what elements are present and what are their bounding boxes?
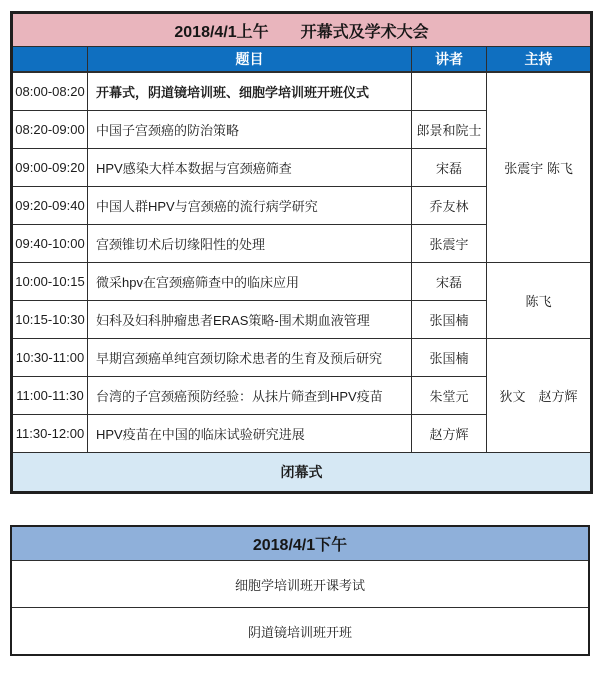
closing-row — [12, 453, 592, 493]
schedule-row — [12, 339, 592, 377]
topic-cell: 宫颈锥切术后切缘阳性的处理 — [88, 225, 412, 263]
afternoon-title-row — [11, 526, 589, 561]
speaker-cell: 赵方辉 — [412, 415, 487, 453]
column-header-host: 主持 — [487, 47, 592, 73]
time-cell: 10:30-11:00 — [12, 339, 88, 377]
time-cell: 08:20-09:00 — [12, 111, 88, 149]
speaker-cell: 宋磊 — [412, 149, 487, 187]
afternoon-item-cell: 细胞学培训班开课考试 — [11, 561, 589, 608]
host-cell: 陈飞 — [487, 263, 592, 339]
time-cell: 11:00-11:30 — [12, 377, 88, 415]
speaker-cell: 张震宇 — [412, 225, 487, 263]
topic-cell: 中国人群HPV与宫颈癌的流行病学研究 — [88, 187, 412, 225]
speaker-cell: 朱堂元 — [412, 377, 487, 415]
time-cell: 08:00-08:20 — [12, 72, 88, 111]
speaker-cell — [412, 72, 487, 111]
closing-ceremony-cell: 闭幕式 — [12, 453, 592, 493]
topic-cell: 微采hpv在宫颈癌筛查中的临床应用 — [88, 263, 412, 301]
topic-cell: 妇科及妇科肿瘤患者ERAS策略-围术期血液管理 — [88, 301, 412, 339]
schedule-row — [12, 263, 592, 301]
afternoon-schedule-table — [10, 525, 590, 656]
time-cell: 09:40-10:00 — [12, 225, 88, 263]
speaker-cell: 张国楠 — [412, 339, 487, 377]
speaker-cell: 郎景和院士 — [412, 111, 487, 149]
morning-session-title: 2018/4/1上午 开幕式及学术大会 — [12, 13, 592, 47]
column-header-topic: 题目 — [88, 47, 412, 73]
time-cell: 09:00-09:20 — [12, 149, 88, 187]
topic-cell: 早期宫颈癌单纯宫颈切除术患者的生育及预后研究 — [88, 339, 412, 377]
morning-title-row — [12, 13, 592, 47]
time-cell: 10:00-10:15 — [12, 263, 88, 301]
speaker-cell: 宋磊 — [412, 263, 487, 301]
speaker-cell: 张国楠 — [412, 301, 487, 339]
column-header-row — [12, 47, 592, 73]
schedule-row — [11, 608, 589, 656]
topic-cell: 开幕式，阴道镜培训班、细胞学培训班开班仪式 — [88, 72, 412, 111]
schedule-row — [12, 72, 592, 111]
time-cell: 10:15-10:30 — [12, 301, 88, 339]
host-cell: 狄文 赵方辉 — [487, 339, 592, 453]
column-header-time — [12, 47, 88, 73]
topic-cell: HPV疫苗在中国的临床试验研究进展 — [88, 415, 412, 453]
schedule-row — [11, 561, 589, 608]
afternoon-session-title: 2018/4/1下午 — [11, 526, 589, 561]
time-cell: 09:20-09:40 — [12, 187, 88, 225]
afternoon-item-cell: 阴道镜培训班开班 — [11, 608, 589, 656]
topic-cell: HPV感染大样本数据与宫颈癌筛查 — [88, 149, 412, 187]
host-cell: 张震宇 陈飞 — [487, 72, 592, 263]
morning-schedule-table — [10, 11, 593, 494]
speaker-cell: 乔友林 — [412, 187, 487, 225]
topic-cell: 中国子宫颈癌的防治策略 — [88, 111, 412, 149]
column-header-speaker: 讲者 — [412, 47, 487, 73]
topic-cell: 台湾的子宫颈癌预防经验：从抹片筛查到HPV疫苗 — [88, 377, 412, 415]
time-cell: 11:30-12:00 — [12, 415, 88, 453]
